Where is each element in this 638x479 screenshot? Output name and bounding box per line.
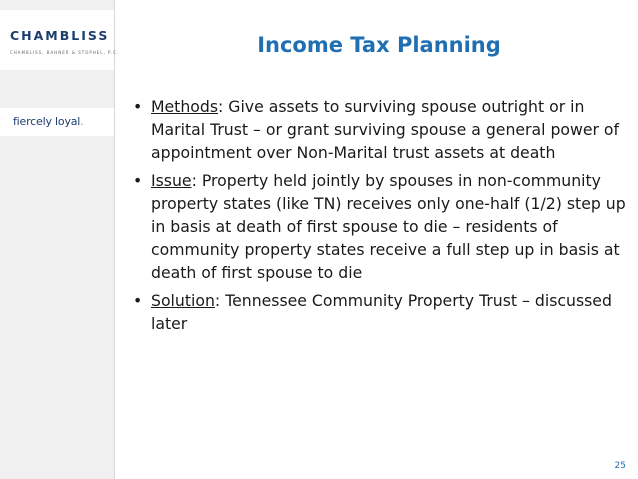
slogan	[13, 115, 83, 128]
bullet-issue	[133, 169, 631, 284]
bullet-text: : Tennessee Community Property Trust – discussed later	[151, 291, 612, 333]
slogan-dot: .	[80, 115, 84, 128]
bullet-dot: •	[133, 171, 143, 190]
page-number: 25	[614, 461, 626, 471]
bullet-text: : Give assets to surviving spouse outright or in Marital Trust – or grant surviving spouse a general power of appointment over Non-Marital trust assets at death	[151, 97, 620, 162]
slogan-word: fiercely loyal	[13, 115, 81, 128]
sidebar-divider	[114, 0, 115, 479]
bullet-methods	[133, 95, 631, 164]
bullet-term: Methods	[151, 97, 219, 116]
bullet-dot: •	[133, 97, 143, 116]
logo-name: CHAMBLISS	[10, 28, 110, 43]
logo-tagline: CHAMBLISS, BAHNER & STOPHEL, P.C.	[10, 50, 120, 55]
bullet-dot: •	[133, 291, 143, 310]
bullet-solution	[133, 289, 631, 335]
slide-title: Income Tax Planning	[257, 33, 501, 57]
sidebar	[0, 0, 114, 479]
bullet-text: : Property held jointly by spouses in non-community property states (like TN) receives only one-half (1/2) step up in basis at death of first spouse to die – residents of community property states receive a full step up in basis at death of first spouse to die	[151, 171, 626, 282]
bullet-list	[133, 95, 631, 340]
bullet-term: Issue	[151, 171, 192, 190]
bullet-term: Solution	[151, 291, 215, 310]
